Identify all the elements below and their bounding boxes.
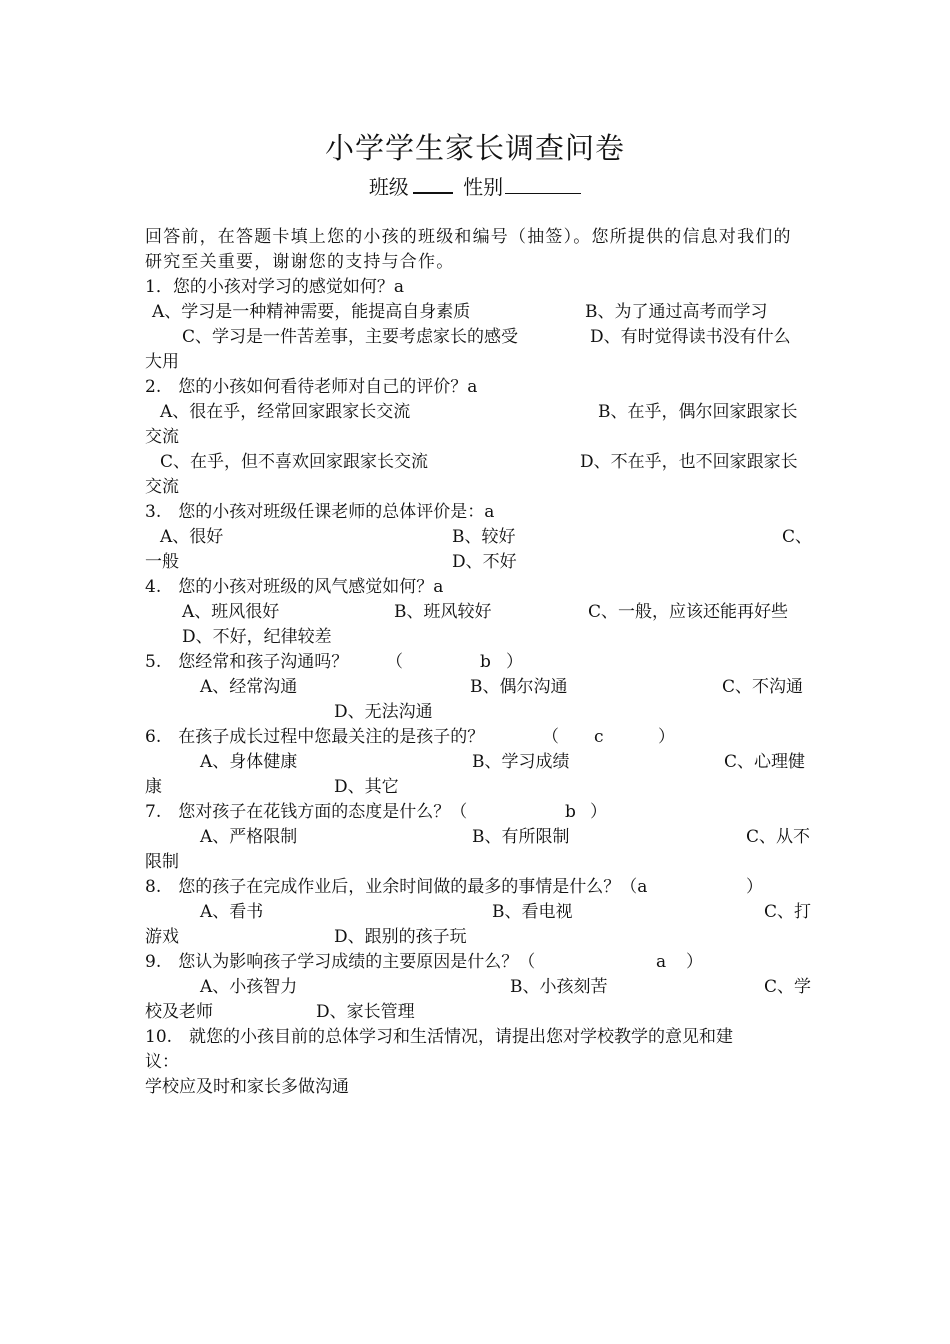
q1-option-a: A、学习是一种精神需要，能提高自身素质: [152, 302, 471, 322]
q5-paren-open: （: [386, 652, 403, 672]
q1-option-c: C、学习是一件苦差事，主要考虑家长的感受: [182, 327, 519, 347]
q2-option-d: D、不在乎，也不回家跟家长: [580, 452, 798, 472]
q6-paren-open: （: [542, 727, 559, 747]
q4-option-d: D、不好，纪律较差: [182, 627, 332, 647]
q9-option-c-wrap: 校及老师: [145, 1002, 213, 1022]
q1-option-d-wrap: 大用: [145, 352, 179, 372]
q3-stem: 3. 您的小孩对班级任课老师的总体评价是：a: [145, 502, 495, 522]
q9-option-a: A、小孩智力: [200, 977, 298, 997]
q9-paren-close: ）: [686, 952, 703, 972]
q9-option-d: D、家长管理: [316, 1002, 415, 1022]
q6-option-d: D、其它: [334, 777, 399, 797]
q1-option-d: D、有时觉得读书没有什么: [590, 327, 791, 347]
q2-stem: 2. 您的小孩如何看待老师对自己的评价？a: [145, 377, 478, 397]
intro-line-2: 研究至关重要，谢谢您的支持与合作。: [145, 252, 455, 272]
q6-option-c: C、心理健: [724, 752, 806, 772]
q4-option-b: B、班风较好: [394, 602, 492, 622]
q7-option-c-wrap: 限制: [145, 852, 179, 872]
q7-option-a: A、严格限制: [200, 827, 298, 847]
q7-option-b: B、有所限制: [472, 827, 570, 847]
q2-option-c: C、在乎，但不喜欢回家跟家长交流: [160, 452, 429, 472]
q3-option-c-wrap: 一般: [145, 552, 179, 572]
q6-stem: 6. 在孩子成长过程中您最关注的是孩子的？: [145, 727, 485, 747]
q6-paren-close: ）: [658, 727, 675, 747]
q8-paren-close: ）: [746, 877, 763, 897]
q7-option-c: C、从不: [746, 827, 811, 847]
gender-blank[interactable]: [505, 175, 581, 194]
q2-option-b-wrap: 交流: [145, 427, 179, 447]
q7-stem: 7. 您对孩子在花钱方面的态度是什么？（: [145, 802, 468, 822]
gender-label: 性别: [463, 175, 504, 199]
q6-option-c-wrap: 康: [145, 777, 162, 797]
q5-answer: b: [480, 652, 491, 672]
q10-stem-wrap: 议：: [145, 1052, 179, 1072]
q8-option-c: C、打: [764, 902, 812, 922]
q3-option-b: B、较好: [452, 527, 516, 547]
q1-option-b: B、为了通过高考而学习: [585, 302, 768, 322]
q6-option-b: B、学习成绩: [472, 752, 570, 772]
q9-option-b: B、小孩刻苦: [510, 977, 608, 997]
q10-stem: 10. 就您的小孩目前的总体学习和生活情况，请提出您对学校教学的意见和建: [145, 1027, 734, 1047]
q8-option-b: B、看电视: [492, 902, 573, 922]
class-gender-line: [0, 173, 950, 201]
q4-stem: 4. 您的小孩对班级的风气感觉如何？a: [145, 577, 444, 597]
q8-option-d: D、跟别的孩子玩: [334, 927, 467, 947]
intro-line-1: 回答前，在答题卡填上您的小孩的班级和编号（抽签）。您所提供的信息对我们的: [145, 227, 792, 247]
q2-option-d-wrap: 交流: [145, 477, 179, 497]
q9-option-c: C、学: [764, 977, 812, 997]
q7-answer: b: [565, 802, 576, 822]
q6-answer: c: [594, 727, 604, 747]
q5-option-b: B、偶尔沟通: [470, 677, 568, 697]
q2-option-b: B、在乎，偶尔回家跟家长: [598, 402, 798, 422]
q8-stem: 8. 您的孩子在完成作业后，业余时间做的最多的事情是什么？（a: [145, 877, 648, 897]
q5-stem: 5. 您经常和孩子沟通吗？: [145, 652, 349, 672]
q8-option-a: A、看书: [200, 902, 264, 922]
q8-option-c-wrap: 游戏: [145, 927, 179, 947]
q4-option-c: C、一般，应该还能再好些: [588, 602, 789, 622]
q7-paren-close: ）: [590, 802, 607, 822]
q2-option-a: A、很在乎，经常回家跟家长交流: [160, 402, 411, 422]
page-title: 小学学生家长调查问卷: [324, 131, 625, 165]
q5-option-c: C、不沟通: [722, 677, 804, 697]
q1-stem: 1．您的小孩对学习的感觉如何？a: [145, 277, 404, 297]
q4-option-a: A、班风很好: [182, 602, 280, 622]
q5-option-d: D、无法沟通: [334, 702, 433, 722]
q5-option-a: A、经常沟通: [200, 677, 298, 697]
q5-paren-close: ）: [506, 652, 523, 672]
q10-answer: 学校应及时和家长多做沟通: [145, 1077, 349, 1097]
class-label: 班级: [368, 175, 409, 199]
class-blank[interactable]: [413, 174, 453, 194]
q9-answer: a: [656, 952, 667, 972]
q3-option-c: C、: [782, 527, 813, 547]
q3-option-d: D、不好: [452, 552, 517, 572]
q6-option-a: A、身体健康: [200, 752, 298, 772]
q9-stem: 9. 您认为影响孩子学习成绩的主要原因是什么？（: [145, 952, 536, 972]
q3-option-a: A、很好: [160, 527, 224, 547]
